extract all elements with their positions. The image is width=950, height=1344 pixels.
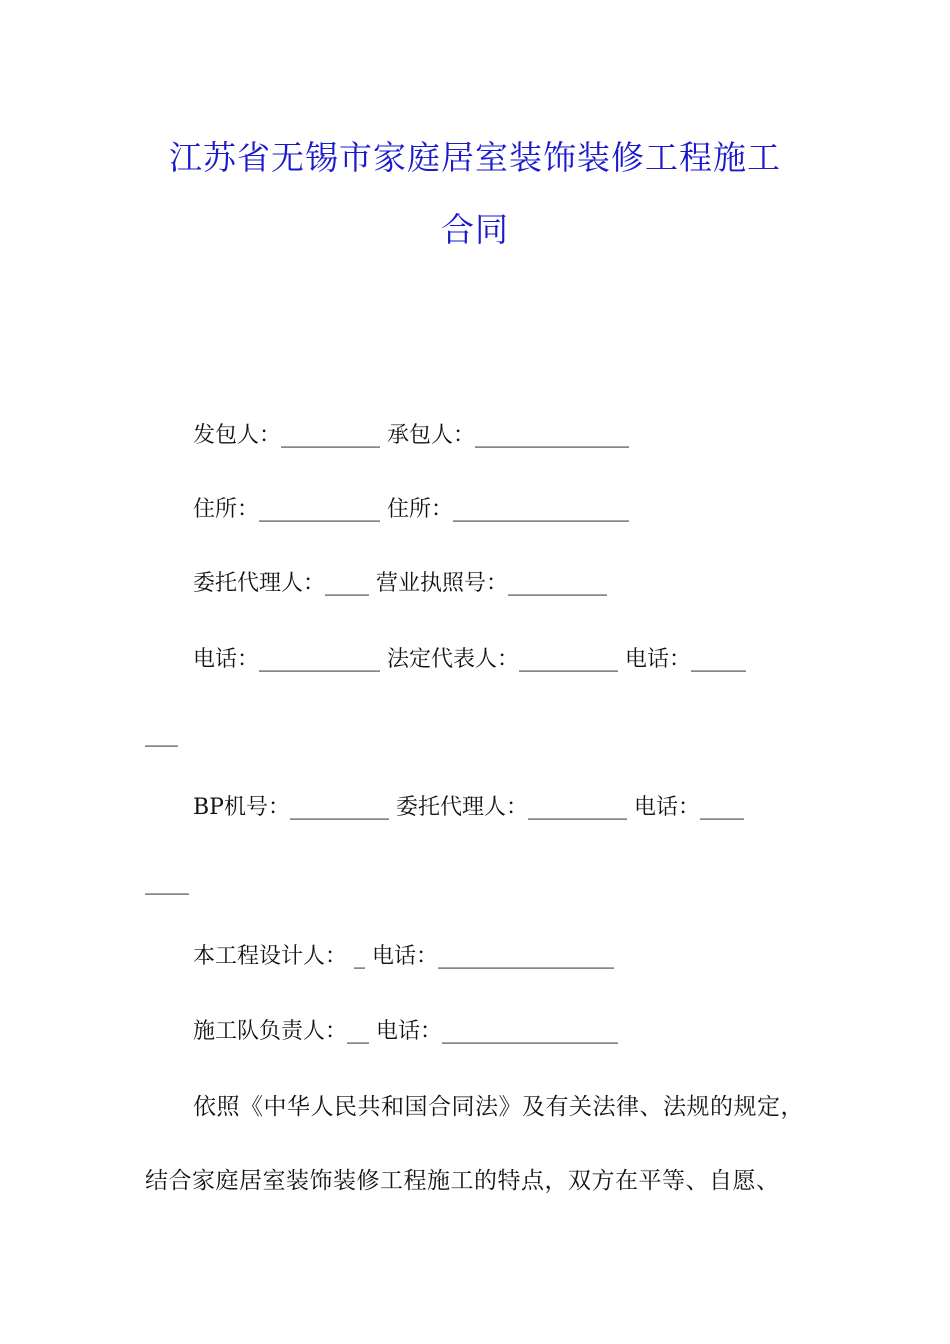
field-line-designer: 本工程设计人： _ 电话：________________ [193, 944, 614, 969]
document-title-line-1: 江苏省无锡市家庭居室装饰装修工程施工 [169, 138, 781, 177]
field-line-agent-license: 委托代理人：____ 营业执照号：_________ [193, 571, 607, 596]
field-line-bp-continuation: ____ [145, 870, 189, 895]
field-line-phone-legal-rep: 电话：___________ 法定代表人：_________ 电话：_____ [193, 647, 746, 672]
field-line-address: 住所：___________ 住所：________________ [193, 497, 629, 522]
document-title-line-2: 合同 [441, 210, 509, 249]
field-line-employer-contractor: 发包人：_________ 承包人：______________ [193, 423, 629, 448]
body-paragraph-line-2: 结合家庭居室装饰装修工程施工的特点，双方在平等、自愿、 [145, 1168, 780, 1194]
field-line-phone-continuation: ___ [145, 722, 178, 747]
field-line-bp-agent: BP机号：_________ 委托代理人：_________ 电话：____ [193, 795, 744, 820]
field-line-team-leader: 施工队负责人：__ 电话：________________ [193, 1019, 618, 1044]
body-paragraph-line-1: 依照《中华人民共和国合同法》及有关法律、法规的规定， [193, 1094, 804, 1120]
